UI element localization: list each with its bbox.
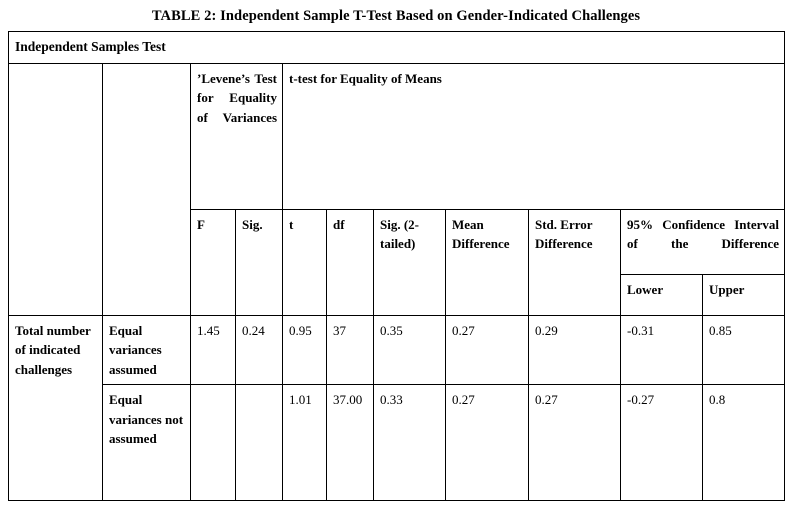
header-row-groups [9, 63, 785, 209]
row-label-equal-variances-assumed: Equal variances assumed [103, 315, 191, 385]
cell-upper-assumed: 0.85 [703, 315, 785, 385]
cell-lower-not-assumed: -0.27 [621, 385, 703, 501]
header-f: F [191, 209, 236, 315]
cell-std-error-not-assumed: 0.27 [529, 385, 621, 501]
cell-df-assumed: 37 [327, 315, 374, 385]
row-group-label: Total number of indicated challenges [9, 315, 103, 501]
cell-t-assumed: 0.95 [283, 315, 327, 385]
levene-test-header: ’Levene’s Test for Equality of Variances [191, 63, 283, 209]
independent-samples-test-table [8, 31, 785, 501]
table-title: Independent Samples Test [9, 32, 785, 63]
cell-std-error-assumed: 0.29 [529, 315, 621, 385]
header-t: t [283, 209, 327, 315]
cell-sig2-not-assumed: 0.33 [374, 385, 446, 501]
corner-cell-empty-2 [103, 63, 191, 315]
table-row [9, 385, 785, 501]
cell-mean-difference-not-assumed: 0.27 [446, 385, 529, 501]
cell-upper-not-assumed: 0.8 [703, 385, 785, 501]
cell-sig-not-assumed [236, 385, 283, 501]
table-caption: TABLE 2: Independent Sample T-Test Based on Gender-Indicated Challenges [151, 8, 641, 24]
cell-df-not-assumed: 37.00 [327, 385, 374, 501]
cell-t-not-assumed: 1.01 [283, 385, 327, 501]
header-mean-difference: Mean Difference [446, 209, 529, 315]
cell-sig2-assumed: 0.35 [374, 315, 446, 385]
header-confidence-interval: 95% Confidence Interval of the Difference [621, 209, 785, 275]
cell-mean-difference-assumed: 0.27 [446, 315, 529, 385]
header-sig-2-tailed: Sig. (2-tailed) [374, 209, 446, 315]
table-title-row [9, 32, 785, 63]
ttest-header: t-test for Equality of Means [283, 63, 785, 209]
header-upper: Upper [703, 275, 785, 315]
header-df: df [327, 209, 374, 315]
row-label-equal-variances-not-assumed: Equal variances not assumed [103, 385, 191, 501]
cell-sig-assumed: 0.24 [236, 315, 283, 385]
cell-f-not-assumed [191, 385, 236, 501]
table-row [9, 315, 785, 385]
header-std-error-difference: Std. Error Difference [529, 209, 621, 315]
corner-cell-empty [9, 63, 103, 315]
cell-f-assumed: 1.45 [191, 315, 236, 385]
header-lower: Lower [621, 275, 703, 315]
header-sig: Sig. [236, 209, 283, 315]
cell-lower-assumed: -0.31 [621, 315, 703, 385]
